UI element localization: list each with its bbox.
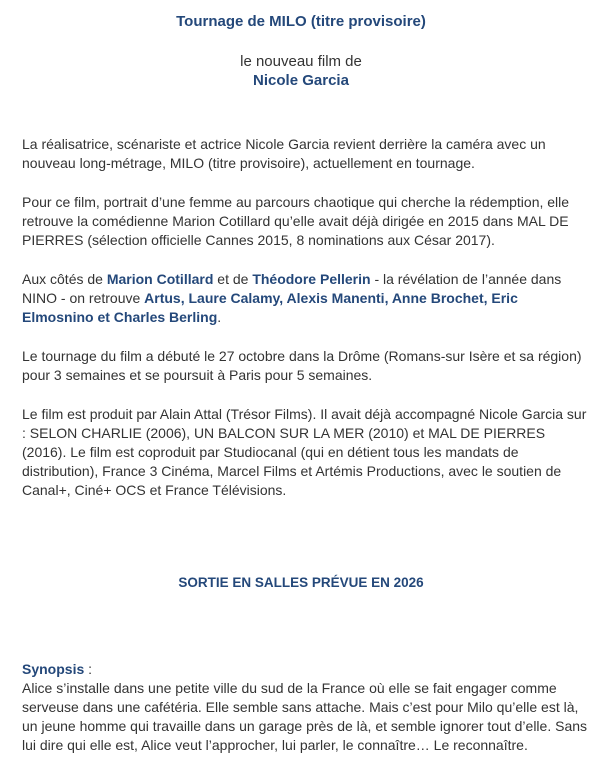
synopsis-text: Alice s’installe dans une petite ville du sud de la France où elle se fait engager comme serveuse dans une cafétéria. Elle semble sans attache. Mais c’est pour Milo qu’elle est là, un jeune homme qui travaille dans un garage près de là, et semble ignorer tout d’elle. Sans lui dire qui elle est, Alice veut l’approcher, lui parler, le connaître… Le reconnaître.	[22, 680, 588, 753]
paragraph-production: Le film est produit par Alain Attal (Trésor Films). Il avait déjà accompagné Nicole Garcia sur : SELON CHARLIE (2006), UN BALCON SUR LA MER (2010) et MAL DE PIERRES (2016). Le film est coproduit par Studiocanal (qui en détient tous les mandats de distribution), France 3 Cinéma, Marcel Films et Artémis Productions, avec le soutien de Canal+, Ciné+ OCS et France Télévisions.	[22, 406, 587, 498]
cast-text-3: - la révélation de l’année dans NINO - on retrouve	[22, 271, 562, 306]
paragraph-portrait: Pour ce film, portrait d’une femme au parcours chaotique qui cherche la rédemption, elle retrouve la comédienne Marion Cotillard qu’elle avait déjà dirigée en 2015 dans MAL DE PIERRES (sélection officielle Cannes 2015, 8 nominations aux César 2017).	[22, 194, 570, 248]
subtitle-block	[0, 52, 602, 90]
paragraph-cast	[22, 270, 587, 327]
director-name: Nicole Garcia	[253, 72, 349, 89]
paragraph-shooting: Le tournage du film a débuté le 27 octobre dans la Drôme (Romans-sur Isère et sa région) pour 3 semaines et se poursuit à Paris pour 5 semaines.	[22, 348, 582, 383]
synopsis-label: Synopsis	[22, 661, 85, 677]
subtitle-text: le nouveau film de	[240, 53, 362, 70]
release-heading: SORTIE EN SALLES PRÉVUE EN 2026	[178, 575, 424, 590]
page-title: Tournage de MILO (titre provisoire)	[176, 13, 426, 30]
paragraph-intro: La réalisatrice, scénariste et actrice Nicole Garcia revient derrière la caméra avec un nouveau long-métrage, MILO (titre provisoire), actuellement en tournage.	[22, 136, 546, 171]
synopsis-block	[22, 660, 592, 755]
actor-marion-cotillard: Marion Cotillard	[106, 271, 214, 287]
cast-list: Artus, Laure Calamy, Alexis Manenti, Anne Brochet, Eric Elmosnino et Charles Berling	[22, 290, 518, 325]
cast-text-2: et de	[213, 271, 253, 287]
actor-theodore-pellerin: Théodore Pellerin	[252, 271, 371, 287]
cast-text-1: Aux côtés de	[22, 271, 107, 287]
cast-text-4: .	[217, 309, 222, 325]
synopsis-separator: :	[84, 661, 93, 677]
